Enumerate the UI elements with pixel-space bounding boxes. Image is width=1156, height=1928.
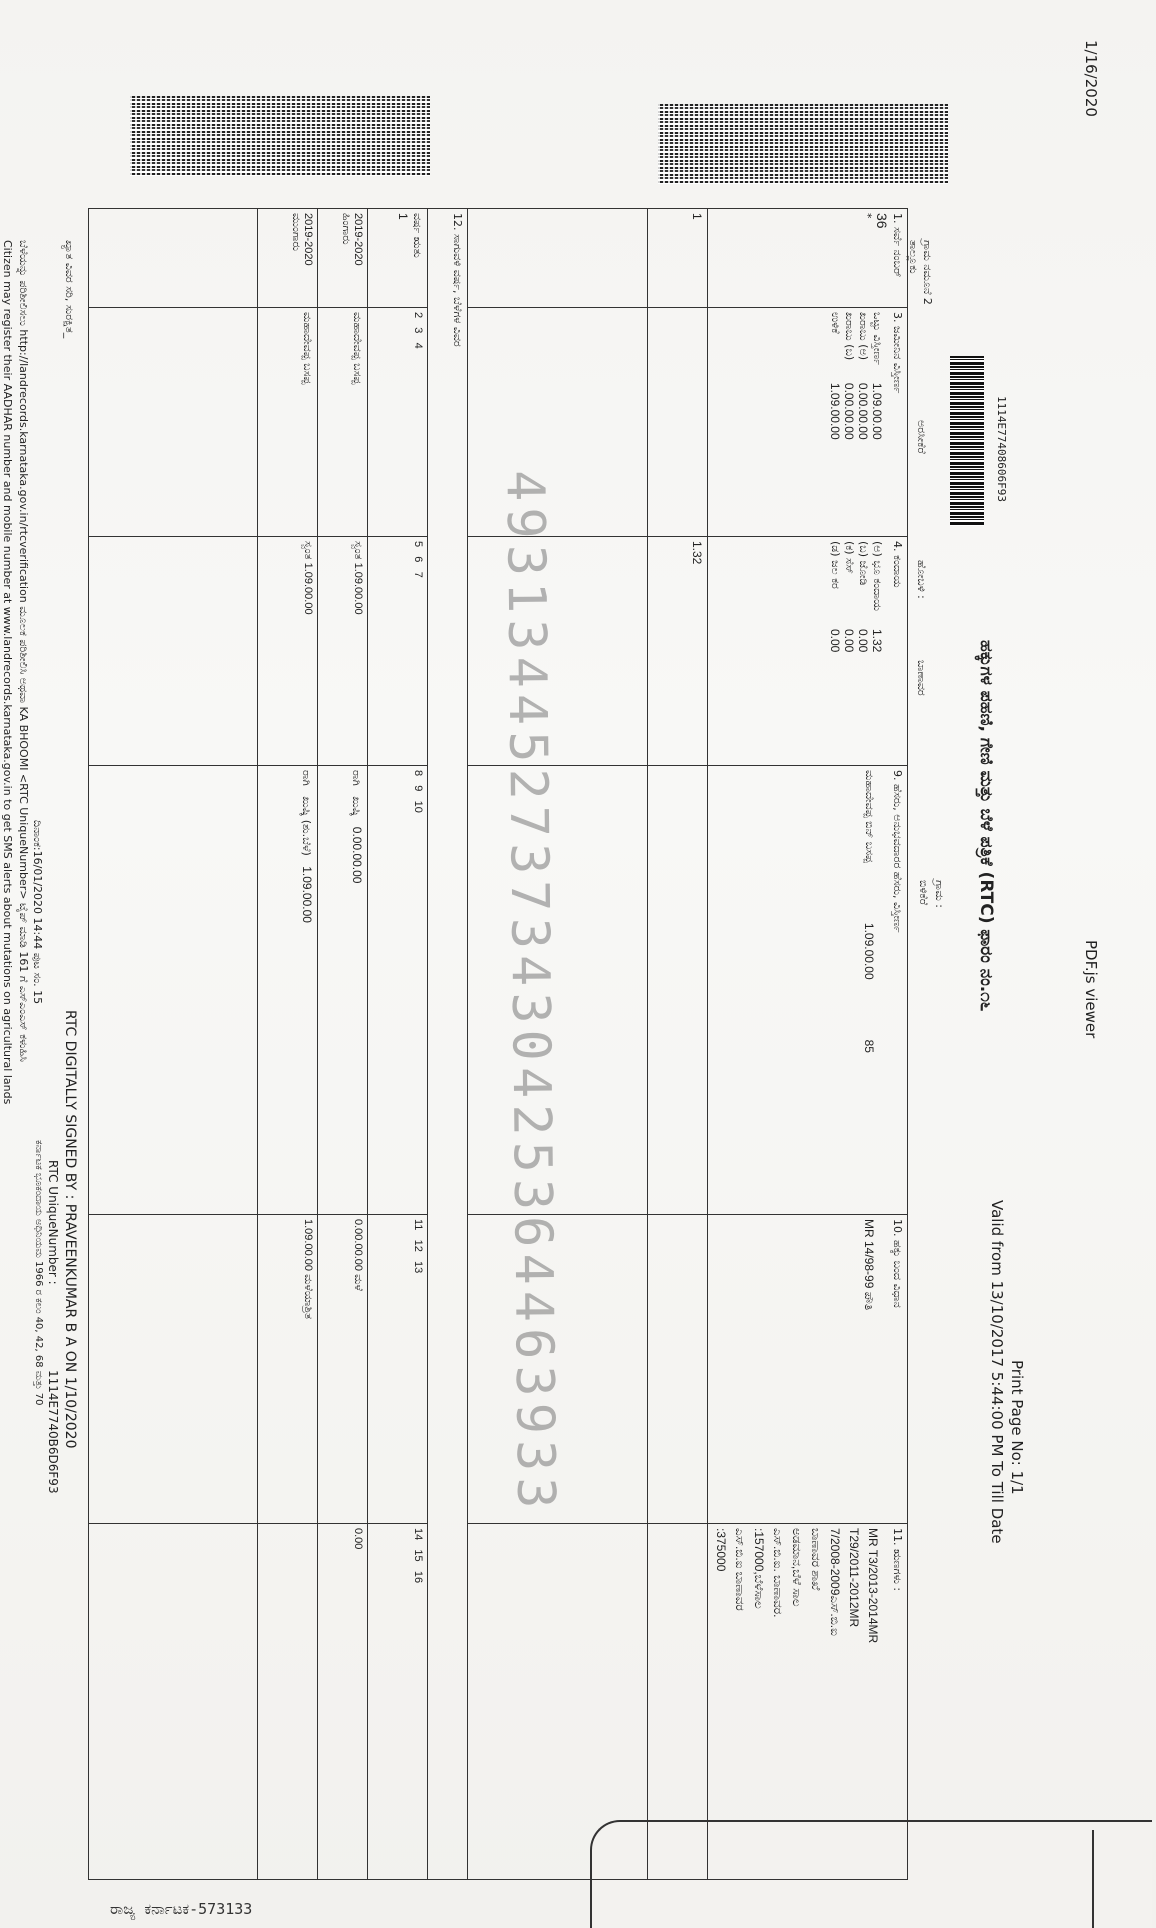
footer-unique-value: 1114E7740B6D6F93	[46, 1370, 60, 1494]
qr-code-top	[658, 104, 948, 184]
crop-row-1	[258, 209, 318, 1880]
footer-unique-label: RTC UniqueNumber :	[46, 1160, 60, 1285]
viewer-title: PDF.js viewer	[1082, 940, 1100, 1039]
col-num-13: 13	[412, 1261, 424, 1274]
print-date: 1/16/2020	[1082, 40, 1100, 117]
crop-col-5-7	[368, 537, 428, 766]
tax-label-0: (ಅ) ಭೂ ಕಂದಾಯ	[871, 541, 884, 611]
col-num-4: 4	[412, 342, 424, 349]
enc-1: T29/2011-2012MR	[847, 1528, 861, 1628]
crop-header-text: 12. ಸಾಗುವಳಿ ವರ್ಷ, ಬೆಳೆಗಳ ವಿವರ	[451, 213, 464, 347]
crop-area3-0: 0.00.00.00	[350, 826, 364, 884]
crop-own-1: ಸ್ವಂತ	[302, 541, 314, 560]
col-revenue: 4. ಕಂದಾಯ	[891, 541, 904, 588]
enc-6: :157000,ಬೆಳೆಸಾಲ	[752, 1528, 766, 1609]
crop-name-1: ಮಹಾದೇವಪ್ಪ ಬಸಪ್ಪ	[301, 312, 314, 385]
tax-label-1: (ಬ) ಜೋಡಿ	[857, 541, 870, 586]
crop-crop-0: ರಾಗಿ	[350, 770, 363, 786]
survey-sub: *	[861, 213, 874, 219]
enc-4: ಅಡಮಾನ,ಬೆಳೆ ಸಾಲ	[790, 1528, 804, 1607]
hobli-value: ಬಾಣಾವರ	[915, 660, 928, 696]
col-num-2: 2	[412, 312, 424, 319]
bottom-code: ರಾಜ್ಯ ಕರ್ನಾಟಕ-573133	[110, 1900, 253, 1918]
area-value-2: 0.00.00.00	[842, 382, 856, 440]
enc-0: MR T3/2013-2014MR	[866, 1528, 880, 1644]
col-num-5: 5	[412, 541, 424, 548]
hissa: 1	[690, 213, 704, 220]
crop-z-0: 0.00	[352, 1528, 364, 1550]
owner-mr: MR 14/98-99 ಪೌತಿ	[862, 1219, 876, 1311]
hissa-cell	[648, 209, 708, 308]
survey-number: 36	[874, 213, 890, 229]
crop-col-2-4	[368, 308, 428, 537]
revenue-3: 0.00	[828, 628, 842, 653]
col-num-12: 12	[412, 1239, 424, 1252]
area-label-1: ಖರಾಬು (ಅ)	[857, 312, 870, 360]
area-value-1: 0.00.00.00	[856, 382, 870, 440]
print-page: Print Page No: 1/1	[1008, 1360, 1026, 1495]
footer-citizen: Citizen may register their AADHAR number and mobile number at www.landrecords.karnataka.gov.in to get SMS alerts about mutations on agricultural lands	[1, 240, 14, 1105]
crop-row-0	[318, 209, 368, 1880]
area-label-3: ಉಳಿಕೆ	[829, 312, 842, 334]
col-num-10: 10	[412, 800, 424, 813]
crop-col-14-16	[368, 1524, 428, 1880]
crop-area-0: 1.09.00.00	[352, 562, 364, 615]
owner-extent: 1.09.00.00	[862, 922, 876, 980]
crop-irr-1: ಮಳೆಯಾಶ್ರಿತ	[302, 1274, 314, 1319]
label-taluk: ತಾಲ್ಲೂಕು	[907, 240, 920, 274]
area-label-0: ಒಟ್ಟು ವಿಸ್ತೀರ್ಣ	[871, 312, 884, 365]
revenue-total: 1.32	[690, 541, 704, 565]
valid-from: Valid from 13/10/2017 5:44:00 PM To Till Date	[988, 1200, 1006, 1544]
col-encumbrance: 11. ಋಣಗಳು :	[891, 1528, 904, 1592]
col-num-9: 9	[412, 785, 424, 792]
grama-label: ಗ್ರಾಮ :	[933, 880, 946, 908]
footer-rule: ಕರ್ನಾಟಕ ಭೂಕಂದಾಯ ಅಧಿನಿಯಮ 1966 ರ ಕಲಂ 40, 42, 68 ಮತ್ತು 70	[33, 1140, 44, 1406]
crop-area2-1: 1.09.00.00	[300, 866, 314, 923]
owner-name: ಮಹಾದೇವಪ್ಪ ಬಿನ್ ಬಸಪ್ಪ	[863, 770, 876, 863]
enc-3: ಬಾಣಾವರ ಶಾಖೆ	[809, 1528, 823, 1591]
footer-signed: RTC DIGITALLY SIGNED BY : PRAVEENKUMAR B A ON 1/10/2020	[62, 1010, 78, 1449]
crop-season-0: ಹಿಂಗಾರು	[340, 213, 352, 245]
col-owner: 9. ಹೆಸರು, ಅನುಭವದಾರರ ಹೆಸರು, ವಿಸ್ತೀರ್ಣ	[891, 770, 904, 933]
revenue-2: 0.00	[842, 628, 856, 653]
grama-value: ಬಿಳಿಕೆರೆ	[917, 880, 930, 906]
col-num-7: 7	[412, 571, 424, 578]
crop-col-1: 1	[396, 213, 410, 220]
crop-area4-1: 1.09.00.00	[302, 1219, 314, 1271]
footer-verify: ಬೆಳೆಯನ್ನು ಪರಿಶೀಲಿಸಲು http://landrecords.karnataka.gov.in/rtcverification ಮೂಲಕ ಪರಿಶೀಲಿಸಿ ಅಥವಾ KA BHOOMI <RTC UniqueNumber> ಟೈಪ್ ಮಾಡಿ 161 ಗೆ ಎಸ್ಎಂಎಸ್ ಕಳುಹಿಸಿ	[17, 240, 30, 1062]
rtc-table	[88, 208, 908, 1880]
revenue-0: 1.32	[870, 628, 884, 653]
crop-type-0: ಖುಷ್ಕಿ	[350, 796, 363, 817]
area-label-2: ಖರಾಬು (ಬ)	[843, 312, 856, 361]
crop-year-head	[368, 209, 428, 308]
enc-7: ಎಸ್.ಬಿ.ಐ ಬಾಣಾವರ	[733, 1528, 747, 1611]
crop-year-text: ವರ್ಷ ಋತು	[411, 213, 424, 258]
crop-crop-1: ರಾಗಿ	[300, 770, 313, 786]
col-mutation: 10. ಹಕ್ಕು ಬಂದ ವಿಧಾನ	[891, 1219, 904, 1308]
hobli-label: ಹೋಬಳಿ :	[915, 560, 928, 599]
barcode	[950, 356, 984, 526]
crop-header	[428, 209, 468, 1880]
crop-col-11-13	[368, 1215, 428, 1524]
crop-year-1: 2019-2020	[302, 213, 314, 266]
col-area: 3. ಜಮೀನಿನ ವಿಸ್ತೀರ್ಣ	[891, 312, 904, 394]
col-num-16: 16	[412, 1570, 424, 1584]
enc-2: 7/2008-2009ಎಸ್.ಬಿ.ಐ	[828, 1528, 842, 1636]
owner-khata: 85	[862, 1039, 876, 1053]
col-num-6: 6	[412, 556, 424, 563]
watermark-number: 4931344527373430425364463933	[494, 469, 566, 1515]
footer-note: ಖ್ಯಾತ ವಿವರ ಸರಿ, ಸುರಕ್ಷಿತ_	[63, 240, 76, 339]
col-num-14: 14	[412, 1528, 424, 1541]
crop-area-1: 1.09.00.00	[302, 562, 314, 615]
form-title: ಹಕ್ಕುಗಳ ಪಹಣಿ, ಗೇಣಿ ಮತ್ತು ಬೆಳೆ ಪತ್ರಿಕೆ (RTC) ಫಾರಂ ನಂ.೧೬	[976, 640, 996, 1012]
enc-5: ಎಸ್.ಬಿ.ಐ. ಬಾಣಾವರ.	[771, 1528, 785, 1618]
col-num-3: 3	[412, 327, 424, 334]
qr-code-bottom	[130, 96, 430, 176]
crop-area3b-0: 0.00.00.00	[352, 1219, 364, 1271]
label-form2: ಗ್ರಾಮ ನಮೂನೆ 2	[921, 240, 934, 305]
unique-code: 1114E77408606F93	[995, 396, 1008, 502]
crop-type-1: ಖುಷ್ಕಿ (ಶು.ಬೆಳೆ)	[300, 796, 313, 856]
tax-label-2: (ಕ) ಸೆಸ್	[843, 541, 856, 574]
col-num-11: 11	[412, 1219, 424, 1231]
col-num-15: 15	[412, 1549, 424, 1562]
crop-own-0: ಸ್ವಂತ	[352, 541, 364, 560]
crop-season-1: ಮುಂಗಾರು	[290, 213, 302, 251]
area-value-0: 1.09.00.00	[870, 382, 884, 440]
crop-name-0: ಮಹಾದೇವಪ್ಪ ಬಸಪ್ಪ	[351, 312, 364, 385]
crop-col-8-10	[368, 766, 428, 1215]
col-num-8: 8	[412, 770, 424, 777]
area-value-3: 1.09.00.00	[828, 382, 842, 440]
taluk-value: ಅರಸೀಕೆರೆ	[915, 420, 928, 454]
enc-8: :375000	[714, 1528, 728, 1572]
revenue-1: 0.00	[856, 628, 870, 653]
crop-irr-0: ಮಳೆ	[352, 1274, 364, 1291]
crop-year-0: 2019-2020	[352, 213, 364, 266]
col-survey: 1. ಸರ್ವೆ ನಂಬರ್	[891, 213, 904, 278]
tax-label-3: (ಡ) ಜಲ ಕರ	[829, 541, 842, 589]
footer-date: ದಿನಾಂಕ:16/01/2020 14:44 ಪುಟ ಸಂ. 15	[31, 820, 44, 1005]
